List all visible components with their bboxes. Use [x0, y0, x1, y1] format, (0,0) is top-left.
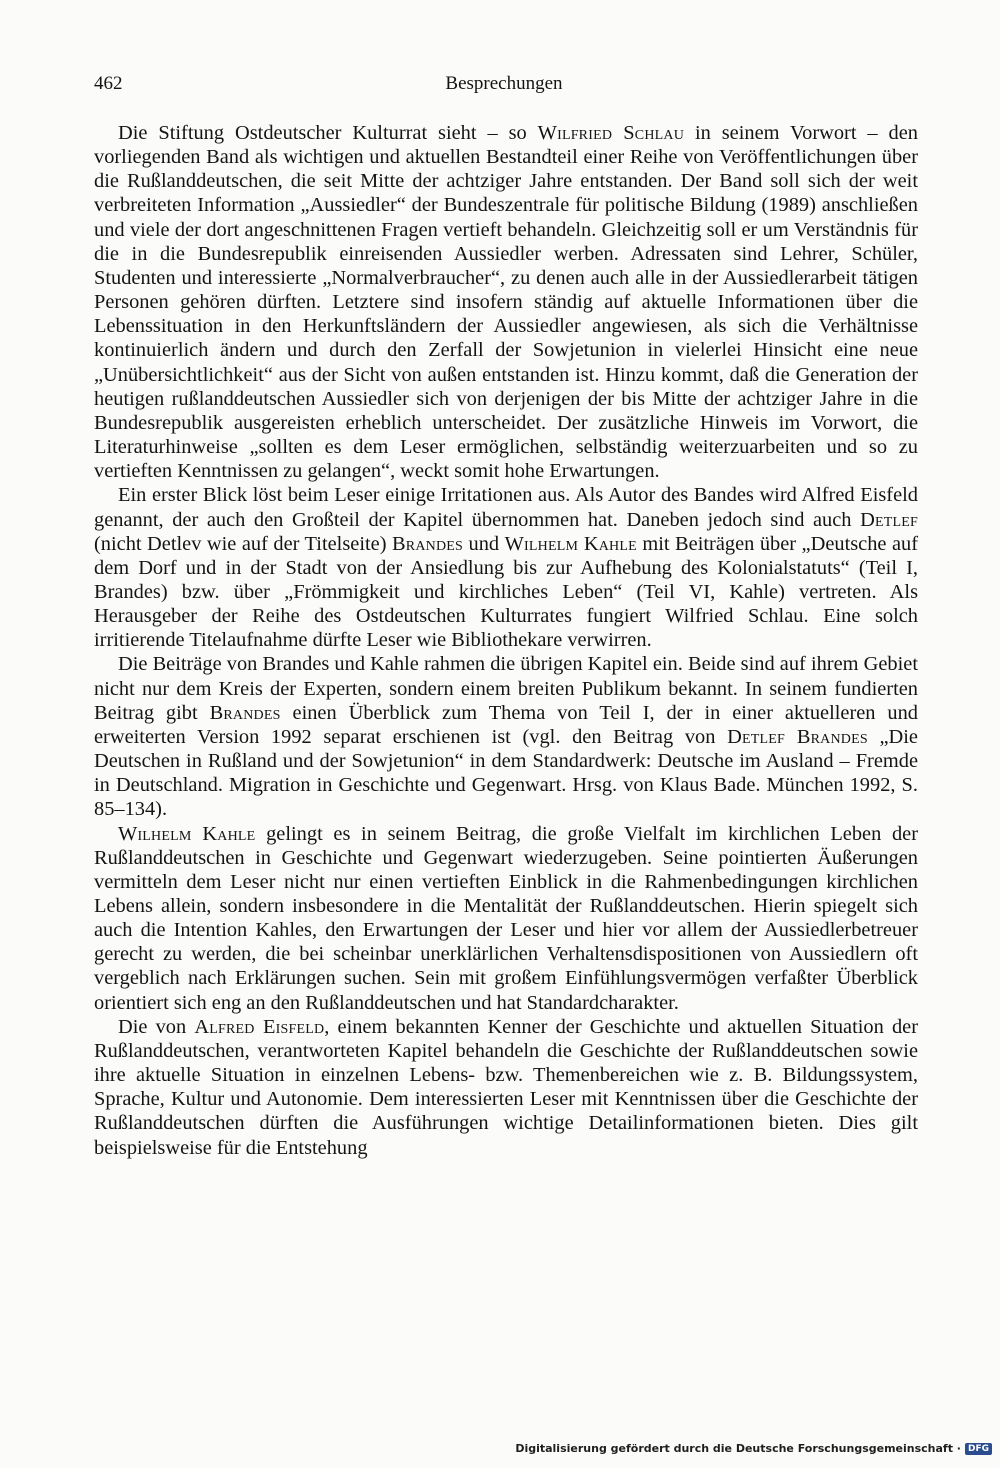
page-header	[94, 73, 914, 103]
paragraph-text: , einem bekannten Kenner der Geschichte und aktuellen Situation der Rußlanddeutschen, verantworteten Kapitel behandeln die Geschichte der Rußlanddeutschen sowie ihre aktuelle Situation in einzelnen Lebens- bzw. Themenbereichen wie z. B. Bildungssystem, Sprache, Kultur und Autonomie. Dem interessierten Leser mit Kenntnissen über die Geschichte der Rußlanddeutschen dürften die Ausführungen wichtige Detailinformationen bieten. Dies gilt beispielsweise für die Entstehung	[94, 1015, 918, 1159]
digitization-footer	[515, 1442, 992, 1455]
author-name: Wilhelm Kahle	[504, 532, 637, 555]
author-name: Brandes	[391, 532, 463, 555]
paragraph-text: gelingt es in seinem Beitrag, die große Vielfalt im kirchlichen Leben der Rußlanddeutschen in Geschichte und Gegenwart wiederzugeben. Seine pointierten Äußerungen vermitteln dem Leser nicht nur einen vertieften Einblick in die Rahmenbedingungen kirchlichen Lebens allein, sondern insbesondere in die Mentalität der Rußlanddeutschen. Hierin spiegelt sich auch die Intention Kahles, den Erwartungen der Leser und hier vor allem der Aussiedlerbetreuer gerecht zu werden, die bei scheinbar unerklärlichen Verhaltensdispositionen von Aussiedlern oft vergeblich nach Erklärungen suchen. Sein mit großem Einfühlungsvermögen verfaßter Überblick orientiert sich eng an den Rußlanddeutschen und hat Standardcharakter.	[94, 822, 918, 1014]
author-name: Brandes	[209, 701, 281, 724]
author-name: Detlef	[860, 508, 918, 531]
body-paragraph	[94, 1015, 918, 1160]
footer-credit-text: Digitalisierung gefördert durch die Deutsche Forschungsgemeinschaft ·	[515, 1442, 961, 1455]
body-paragraph	[94, 121, 918, 483]
author-name: Detlef Brandes	[727, 725, 868, 748]
paragraph-text: Die Beiträge von Brandes und Kahle rahmen die übrigen Kapitel ein. Beide sind auf ihrem Gebiet nicht nur dem Kreis der Experten, sondern einem breiten Publikum bekannt. In seinem fundierten Beitrag gibt	[94, 653, 918, 724]
paragraph-text: in seinem Vorwort – den vorliegenden Band als wichtigen und aktuellen Bestandteil einer Reihe von Veröffentlichungen über die Rußlanddeutschen, die seit Mitte der achtziger Jahre entstanden. Der Band soll sich der weit verbreiteten Information „Aussiedler“ der Bundeszentrale für politische Bildung (1989) anschließen und viele der dort angeschnittenen Fragen vertieft behandeln. Gleichzeitig soll er um Verständnis für die in die Bundesrepublik einreisenden Aussiedler werben. Adressaten sind Lehrer, Schüler, Studenten und interessierte „Normalverbraucher“, zu denen auch alle in der Aussiedlerarbeit tätigen Personen gehören dürften. Letztere sind insofern ständig auf aktuelle Informationen über die Lebenssituation in den Herkunftsländern der Aussiedler angewiesen, als sich die Verhältnisse kontinuierlich ändern und durch den Zerfall der Sowjetunion in vielerlei Hinsicht eine neue „Unübersichtlichkeit“ aus der Sicht von außen entstanden ist. Hinzu kommt, daß die Generation der heutigen rußlanddeutschen Aussiedler sich von derjenigen der bis Mitte der achtziger Jahre in die Bundesrepublik ausgereisten erheblich unterscheidet. Der zusätzliche Hinweis im Vorwort, die Literaturhinweise „sollten es dem Leser ermöglichen, selbständig weiterzuarbeiten und so zu vertieften Kenntnissen zu gelangen“, weckt somit hohe Erwartungen.	[94, 122, 918, 483]
paragraph-text: Ein erster Blick löst beim Leser einige Irritationen aus. Als Autor des Bandes wird Alfred Eisfeld genannt, der auch den Großteil der Kapitel übernommen hat. Daneben jedoch sind auch	[94, 484, 918, 531]
page-number: 462	[94, 73, 123, 94]
author-name: Alfred Eisfeld	[194, 1015, 325, 1038]
paragraph-text: „Die Deutschen in Rußland und der Sowjetunion“ in dem Standardwerk: Deutsche im Ausland – Fremde in Deutschland. Migration in Geschichte und Gegenwart. Hrsg. von Klaus Bade. München 1992, S. 85–134).	[94, 725, 918, 821]
paragraph-text: und	[463, 532, 505, 555]
paragraph-text: mit Beiträgen über „Deutsche auf dem Dorf und in der Stadt von der Ansiedlung bis zur Aufhebung des Kolonialstatuts“ (Teil I, Brandes) bzw. über „Frömmigkeit und kirchliches Leben“ (Teil VI, Kahle) vertreten. Als Herausgeber der Reihe des Ostdeutschen Kulturrates fungiert Wilfried Schlau. Eine solch irritierende Titelaufnahme dürfte Leser wie Bibliothekare verwirren.	[94, 532, 918, 652]
body-paragraph	[94, 822, 918, 1015]
running-title: Besprechungen	[445, 73, 563, 94]
paragraph-text: einen Überblick zum Thema von Teil I, der in einer aktuelleren und erweiterten Version 1992 separat erschienen ist (vgl. den Beitrag von	[94, 701, 918, 748]
paragraph-text: (nicht Detlev wie auf der Titelseite)	[94, 532, 392, 555]
paragraph-text: Die Stiftung Ostdeutscher Kulturrat sieht – so	[118, 122, 538, 144]
body-paragraph	[94, 483, 918, 652]
paragraph-text: Die von	[118, 1015, 195, 1038]
dfg-logo: DFG	[965, 1443, 992, 1455]
author-name: Wilfried Schlau	[537, 122, 685, 144]
body-paragraph	[94, 652, 918, 821]
body-text	[94, 121, 918, 1160]
author-name: Wilhelm Kahle	[118, 822, 256, 845]
